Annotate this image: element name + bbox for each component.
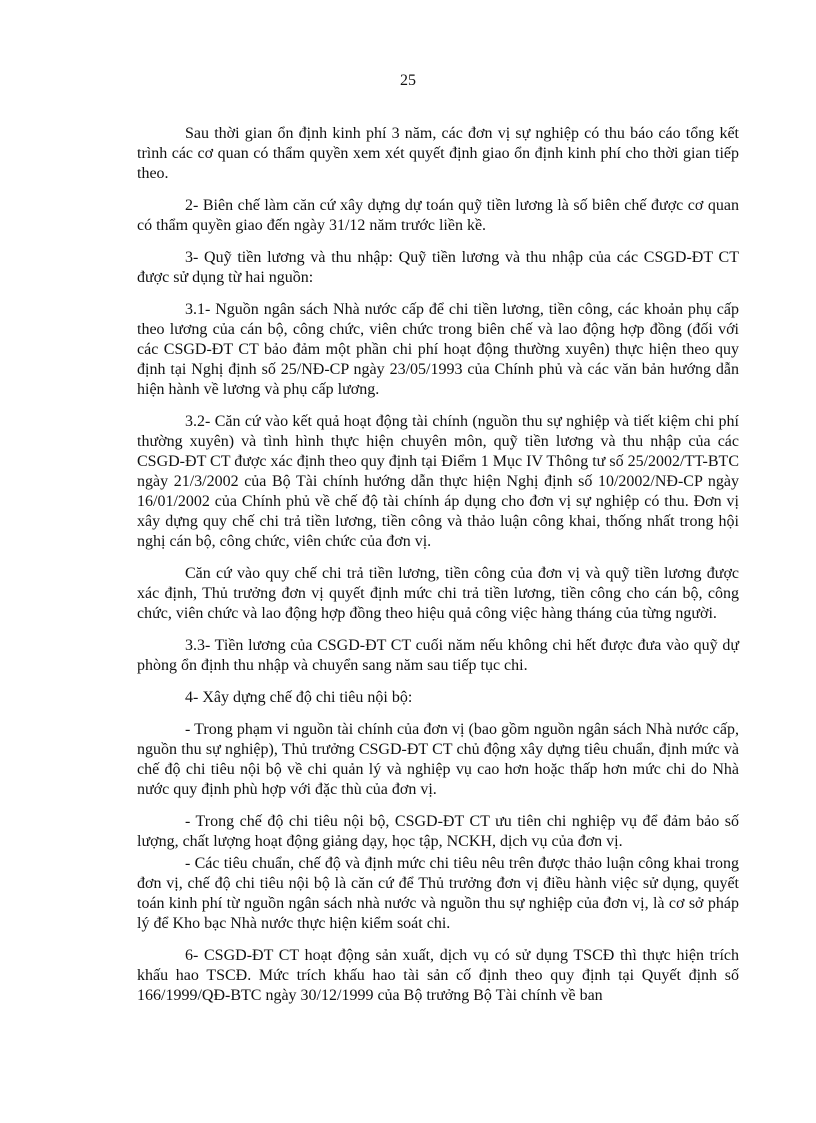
paragraph: Căn cứ vào quy chế chi trả tiền lương, tiền công của đơn vị và quỹ tiền lương được xác định, Thủ trưởng đơn vị quyết định mức chi trả tiền lương, tiền công cho cán bộ, công chức, viên chức và lao động hợp đồng theo hiệu quả công việc hàng tháng của từng người. bbox=[137, 565, 739, 622]
paragraph: 6- CSGD-ĐT CT hoạt động sản xuất, dịch vụ có sử dụng TSCĐ thì thực hiện trích khấu hao TSCĐ. Mức trích khấu hao tài sản cố định theo quy định tại Quyết định số 166/1999/QĐ-BTC ngày 30/12/1999 của Bộ trưởng Bộ Tài chính về ban bbox=[137, 947, 739, 1004]
paragraph: 4- Xây dựng chế độ chi tiêu nội bộ: bbox=[185, 689, 413, 706]
paragraph: 3.3- Tiền lương của CSGD-ĐT CT cuối năm nếu không chi hết được đưa vào quỹ dự phòng ổn định thu nhập và chuyển sang năm sau tiếp tục chi. bbox=[137, 637, 739, 674]
paragraph: - Các tiêu chuẩn, chế độ và định mức chi tiêu nêu trên được thảo luận công khai trong đơn vị, chế độ chi tiêu nội bộ là căn cứ để Thủ trưởng đơn vị điều hành việc sử dụng, quyết toán kinh phí từ nguồn ngân sách nhà nước và nguồn thu sự nghiệp của đơn vị, là cơ sở pháp lý để Kho bạc Nhà nước thực hiện kiểm soát chi. bbox=[137, 855, 739, 932]
paragraph: 3- Quỹ tiền lương và thu nhập: Quỹ tiền lương và thu nhập của các CSGD-ĐT CT được sử dụng từ hai nguồn: bbox=[137, 249, 739, 286]
paragraph: 3.2- Căn cứ vào kết quả hoạt động tài chính (nguồn thu sự nghiệp và tiết kiệm chi phí thường xuyên) và tình hình thực hiện chuyên môn, quỹ tiền lương và thu nhập của các CSGD-ĐT CT được xác định theo quy định tại Điểm 1 Mục IV Thông tư số 25/2002/TT-BTC ngày 21/3/2002 của Bộ Tài chính hướng dẫn thực hiện Nghị định số 10/2002/NĐ-CP ngày 16/01/2002 của Chính phủ về chế độ tài chính áp dụng cho đơn vị sự nghiệp có thu. Đơn vị xây dựng quy chế chi trả tiền lương, tiền công và thảo luận công khai, thống nhất trong hội nghị cán bộ, công chức, viên chức của đơn vị. bbox=[137, 413, 739, 550]
page-number: 25 bbox=[400, 72, 416, 89]
paragraph: - Trong phạm vi nguồn tài chính của đơn vị (bao gồm nguồn ngân sách Nhà nước cấp, nguồn thu sự nghiệp), Thủ trưởng CSGD-ĐT CT chủ động xây dựng tiêu chuẩn, định mức và chế độ chi tiêu nội bộ về chi quản lý và nghiệp vụ cao hơn hoặc thấp hơn mức chi do Nhà nước quy định phù hợp với đặc thù của đơn vị. bbox=[137, 721, 739, 798]
paragraph: Sau thời gian ổn định kinh phí 3 năm, các đơn vị sự nghiệp có thu báo cáo tổng kết trình các cơ quan có thẩm quyền xem xét quyết định giao ổn định kinh phí cho thời gian tiếp theo. bbox=[137, 125, 739, 182]
paragraph: 2- Biên chế làm căn cứ xây dựng dự toán quỹ tiền lương là số biên chế được cơ quan có thẩm quyền giao đến ngày 31/12 năm trước liền kề. bbox=[137, 197, 739, 234]
paragraph: 3.1- Nguồn ngân sách Nhà nước cấp để chi tiền lương, tiền công, các khoản phụ cấp theo lương của cán bộ, công chức, viên chức trong biên chế và lao động hợp đồng (đối với các CSGD-ĐT CT bảo đảm một phần chi phí hoạt động thường xuyên) thực hiện theo quy định tại Nghị định số 25/NĐ-CP ngày 23/05/1993 của Chính phủ và các văn bản hướng dẫn hiện hành về lương và phụ cấp lương. bbox=[137, 301, 739, 398]
document-body bbox=[137, 124, 739, 1018]
paragraph: - Trong chế độ chi tiêu nội bộ, CSGD-ĐT CT ưu tiên chi nghiệp vụ để đảm bảo số lượng, chất lượng hoạt động giảng dạy, học tập, NCKH, dịch vụ của đơn vị. bbox=[137, 813, 739, 850]
